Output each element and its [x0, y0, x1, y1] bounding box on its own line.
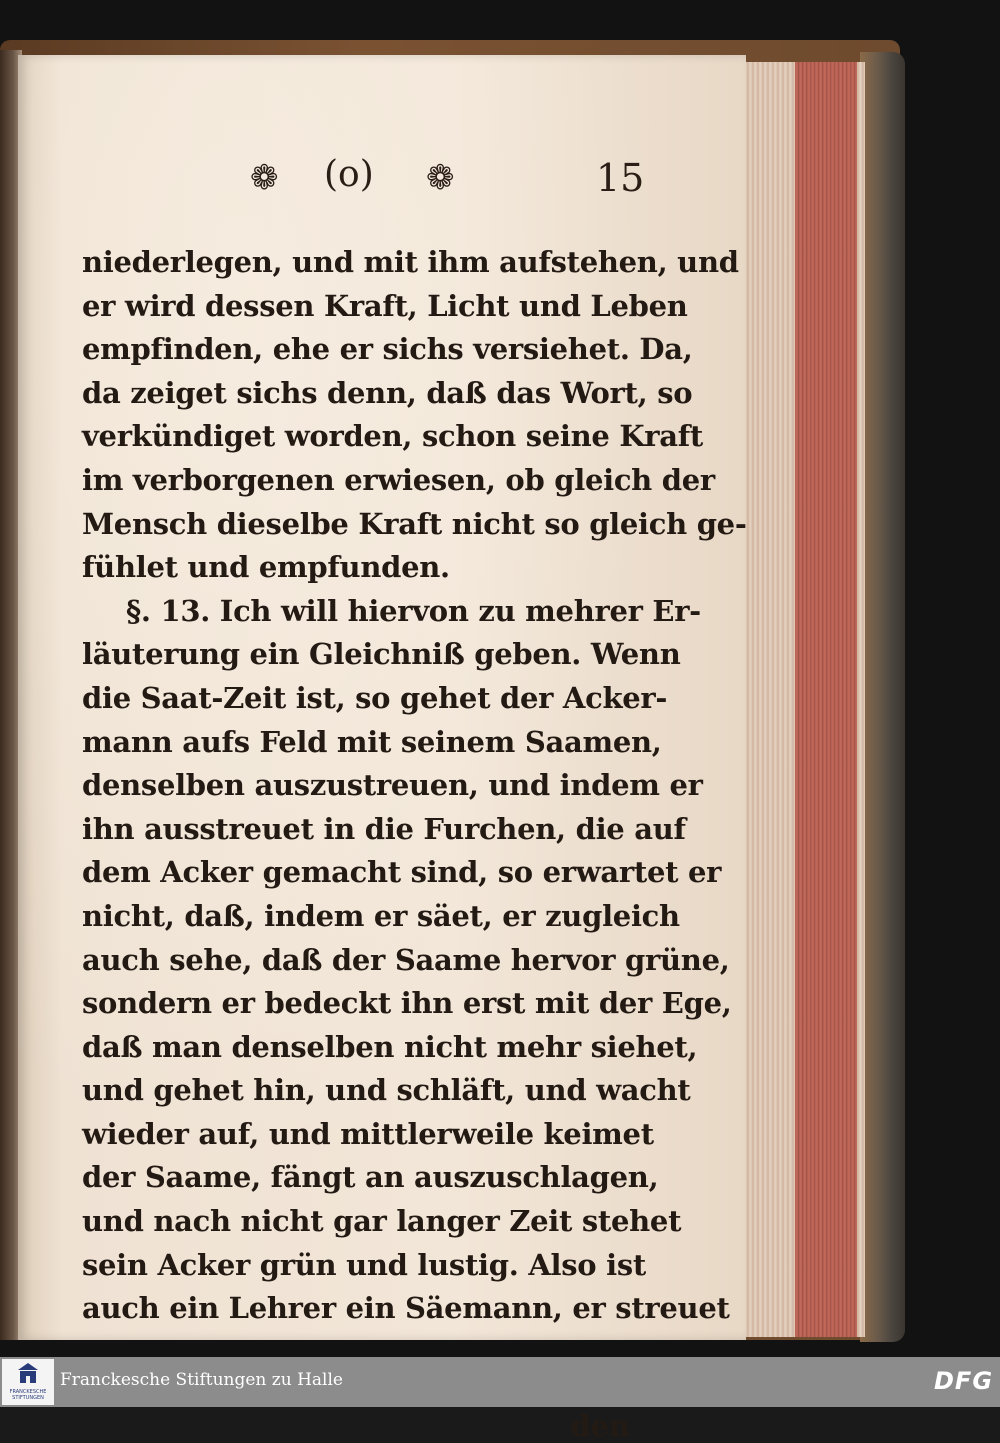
text-line: im verborgenen erwiesen, ob gleich der [82, 462, 715, 497]
text-line: auch ein Lehrer ein Säemann, er streuet [82, 1291, 730, 1326]
text-line: denselben auszustreuen, und indem er [82, 768, 703, 803]
text-line: der Saame, fängt an auszuschlagen, [82, 1160, 659, 1195]
text-line: wieder auf, und mittlerweile keimet [82, 1116, 654, 1151]
flower-ornament-icon: ❁ [426, 158, 455, 198]
viewer-footer [0, 1357, 1000, 1407]
text-line: dem Acker gemacht sind, so erwartet er [82, 855, 722, 890]
text-line: verkündiget worden, schon seine Kraft [82, 419, 704, 454]
dfg-logo[interactable]: DFG [934, 1367, 994, 1395]
text-line: und nach nicht gar langer Zeit stehet [82, 1204, 682, 1239]
text-line: Mensch dieselbe Kraft nicht so gleich ge- [82, 506, 747, 541]
text-line: auch sehe, daß der Saame hervor grüne, [82, 942, 730, 977]
flower-ornament-icon: ❁ [250, 158, 279, 198]
text-line: nicht, daß, indem er säet, er zugleich [82, 898, 680, 933]
text-line: und gehet hin, und schläft, und wacht [82, 1073, 691, 1108]
text-line: läuterung ein Gleichniß geben. Wenn [82, 637, 681, 672]
text-line: mann aufs Feld mit seinem Saamen, [82, 724, 662, 759]
page-header [18, 155, 746, 205]
text-line: niederlegen, und mit ihm aufstehen, und [82, 245, 739, 279]
text-line: die Saat-Zeit ist, so gehet der Acker- [82, 680, 668, 715]
building-icon [18, 1363, 38, 1385]
text-line: empfinden, ehe er sichs versiehet. Da, [82, 332, 693, 367]
text-line: daß man denselben nicht mehr siehet, [82, 1029, 698, 1064]
text-line: sondern er bedeckt ihn erst mit der Ege, [82, 986, 732, 1021]
text-line: ihn ausstreuet in die Furchen, die auf [82, 811, 686, 846]
catchword: den [570, 1409, 630, 1443]
logo-text: FRANCKESCHE STIFTUNGEN [9, 1389, 47, 1401]
text-line: da zeiget sichs denn, daß das Wort, so [82, 375, 693, 410]
text-line: sein Acker grün und lustig. Also ist [82, 1247, 646, 1282]
institution-name: Franckesche Stiftungen zu Halle [60, 1370, 343, 1390]
page-number: 15 [596, 156, 645, 200]
franckesche-logo[interactable] [2, 1359, 54, 1405]
book-cover-edge [860, 52, 905, 1342]
section-marker: (o) [324, 154, 374, 195]
text-line: §. 13. Ich will hiervon zu mehrer Er- [126, 593, 701, 628]
text-line: fühlet und empfunden. [82, 550, 450, 585]
red-edge-gilding [795, 62, 857, 1337]
text-line: er wird dessen Kraft, Licht und Leben [82, 288, 688, 323]
